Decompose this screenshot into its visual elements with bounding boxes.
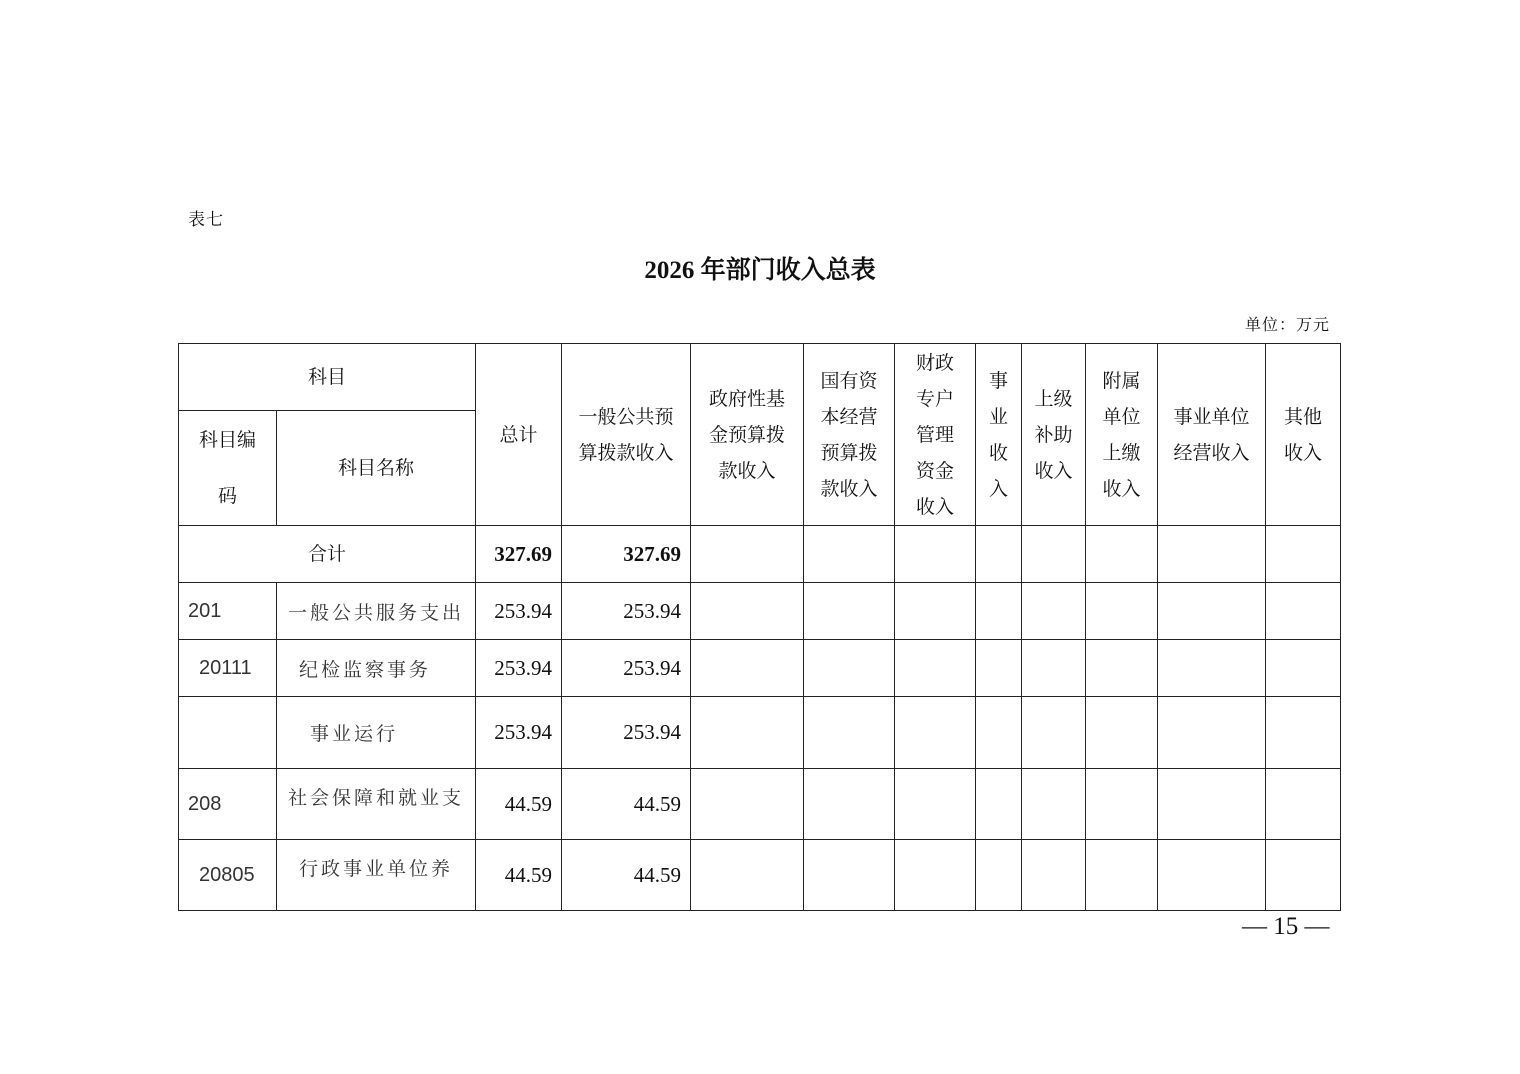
row-code bbox=[179, 697, 277, 769]
row-total: 253.94 bbox=[476, 697, 562, 769]
row-name: 一般公共服务支出 bbox=[277, 583, 476, 640]
row-total: 44.59 bbox=[476, 840, 562, 911]
row-code: 208 bbox=[179, 769, 277, 840]
row-code: 20805 bbox=[179, 840, 277, 911]
page-title: 2026 年部门收入总表 bbox=[644, 257, 876, 284]
header-other-income: 其他收入 bbox=[1266, 344, 1341, 526]
header-row bbox=[179, 344, 1341, 411]
header-fiscal-account: 财政专户管理资金收入 bbox=[895, 344, 976, 526]
table-row bbox=[179, 697, 1341, 769]
header-superior-subsidy: 上级补助收入 bbox=[1022, 344, 1086, 526]
table-label: 表七 bbox=[188, 210, 224, 230]
row-name: 事业运行 bbox=[277, 697, 476, 769]
total-row bbox=[179, 526, 1341, 583]
table-row bbox=[179, 640, 1341, 697]
income-table bbox=[178, 343, 1341, 911]
header-affiliated-unit: 附属单位上缴收入 bbox=[1086, 344, 1158, 526]
row-general-budget: 253.94 bbox=[562, 583, 691, 640]
table-row bbox=[179, 583, 1341, 640]
header-subject-code: 科目编码 bbox=[179, 411, 277, 526]
total-row-general-budget: 327.69 bbox=[562, 526, 691, 583]
header-total: 总计 bbox=[476, 344, 562, 526]
row-name: 行政事业单位养 bbox=[277, 840, 476, 911]
total-row-total: 327.69 bbox=[476, 526, 562, 583]
row-general-budget: 44.59 bbox=[562, 840, 691, 911]
header-subject-group: 科目 bbox=[179, 344, 476, 411]
header-state-capital: 国有资本经营预算拨款收入 bbox=[804, 344, 895, 526]
table-row bbox=[179, 769, 1341, 840]
header-business-income: 事业收入 bbox=[976, 344, 1022, 526]
row-total: 253.94 bbox=[476, 583, 562, 640]
header-subject-name: 科目名称 bbox=[277, 411, 476, 526]
row-name: 社会保障和就业支 bbox=[277, 769, 476, 840]
row-code: 20111 bbox=[179, 640, 277, 697]
header-general-budget: 一般公共预算拨款收入 bbox=[562, 344, 691, 526]
row-total: 253.94 bbox=[476, 640, 562, 697]
header-business-operation: 事业单位经营收入 bbox=[1158, 344, 1266, 526]
row-code: 201 bbox=[179, 583, 277, 640]
table-row bbox=[179, 840, 1341, 911]
row-general-budget: 253.94 bbox=[562, 697, 691, 769]
row-name: 纪检监察事务 bbox=[277, 640, 476, 697]
row-general-budget: 44.59 bbox=[562, 769, 691, 840]
header-gov-fund: 政府性基金预算拨款收入 bbox=[691, 344, 804, 526]
page-number: — 15 — bbox=[1242, 913, 1330, 940]
total-row-label: 合计 bbox=[179, 526, 476, 583]
row-general-budget: 253.94 bbox=[562, 640, 691, 697]
unit-label: 单位：万元 bbox=[1244, 315, 1330, 334]
row-total: 44.59 bbox=[476, 769, 562, 840]
